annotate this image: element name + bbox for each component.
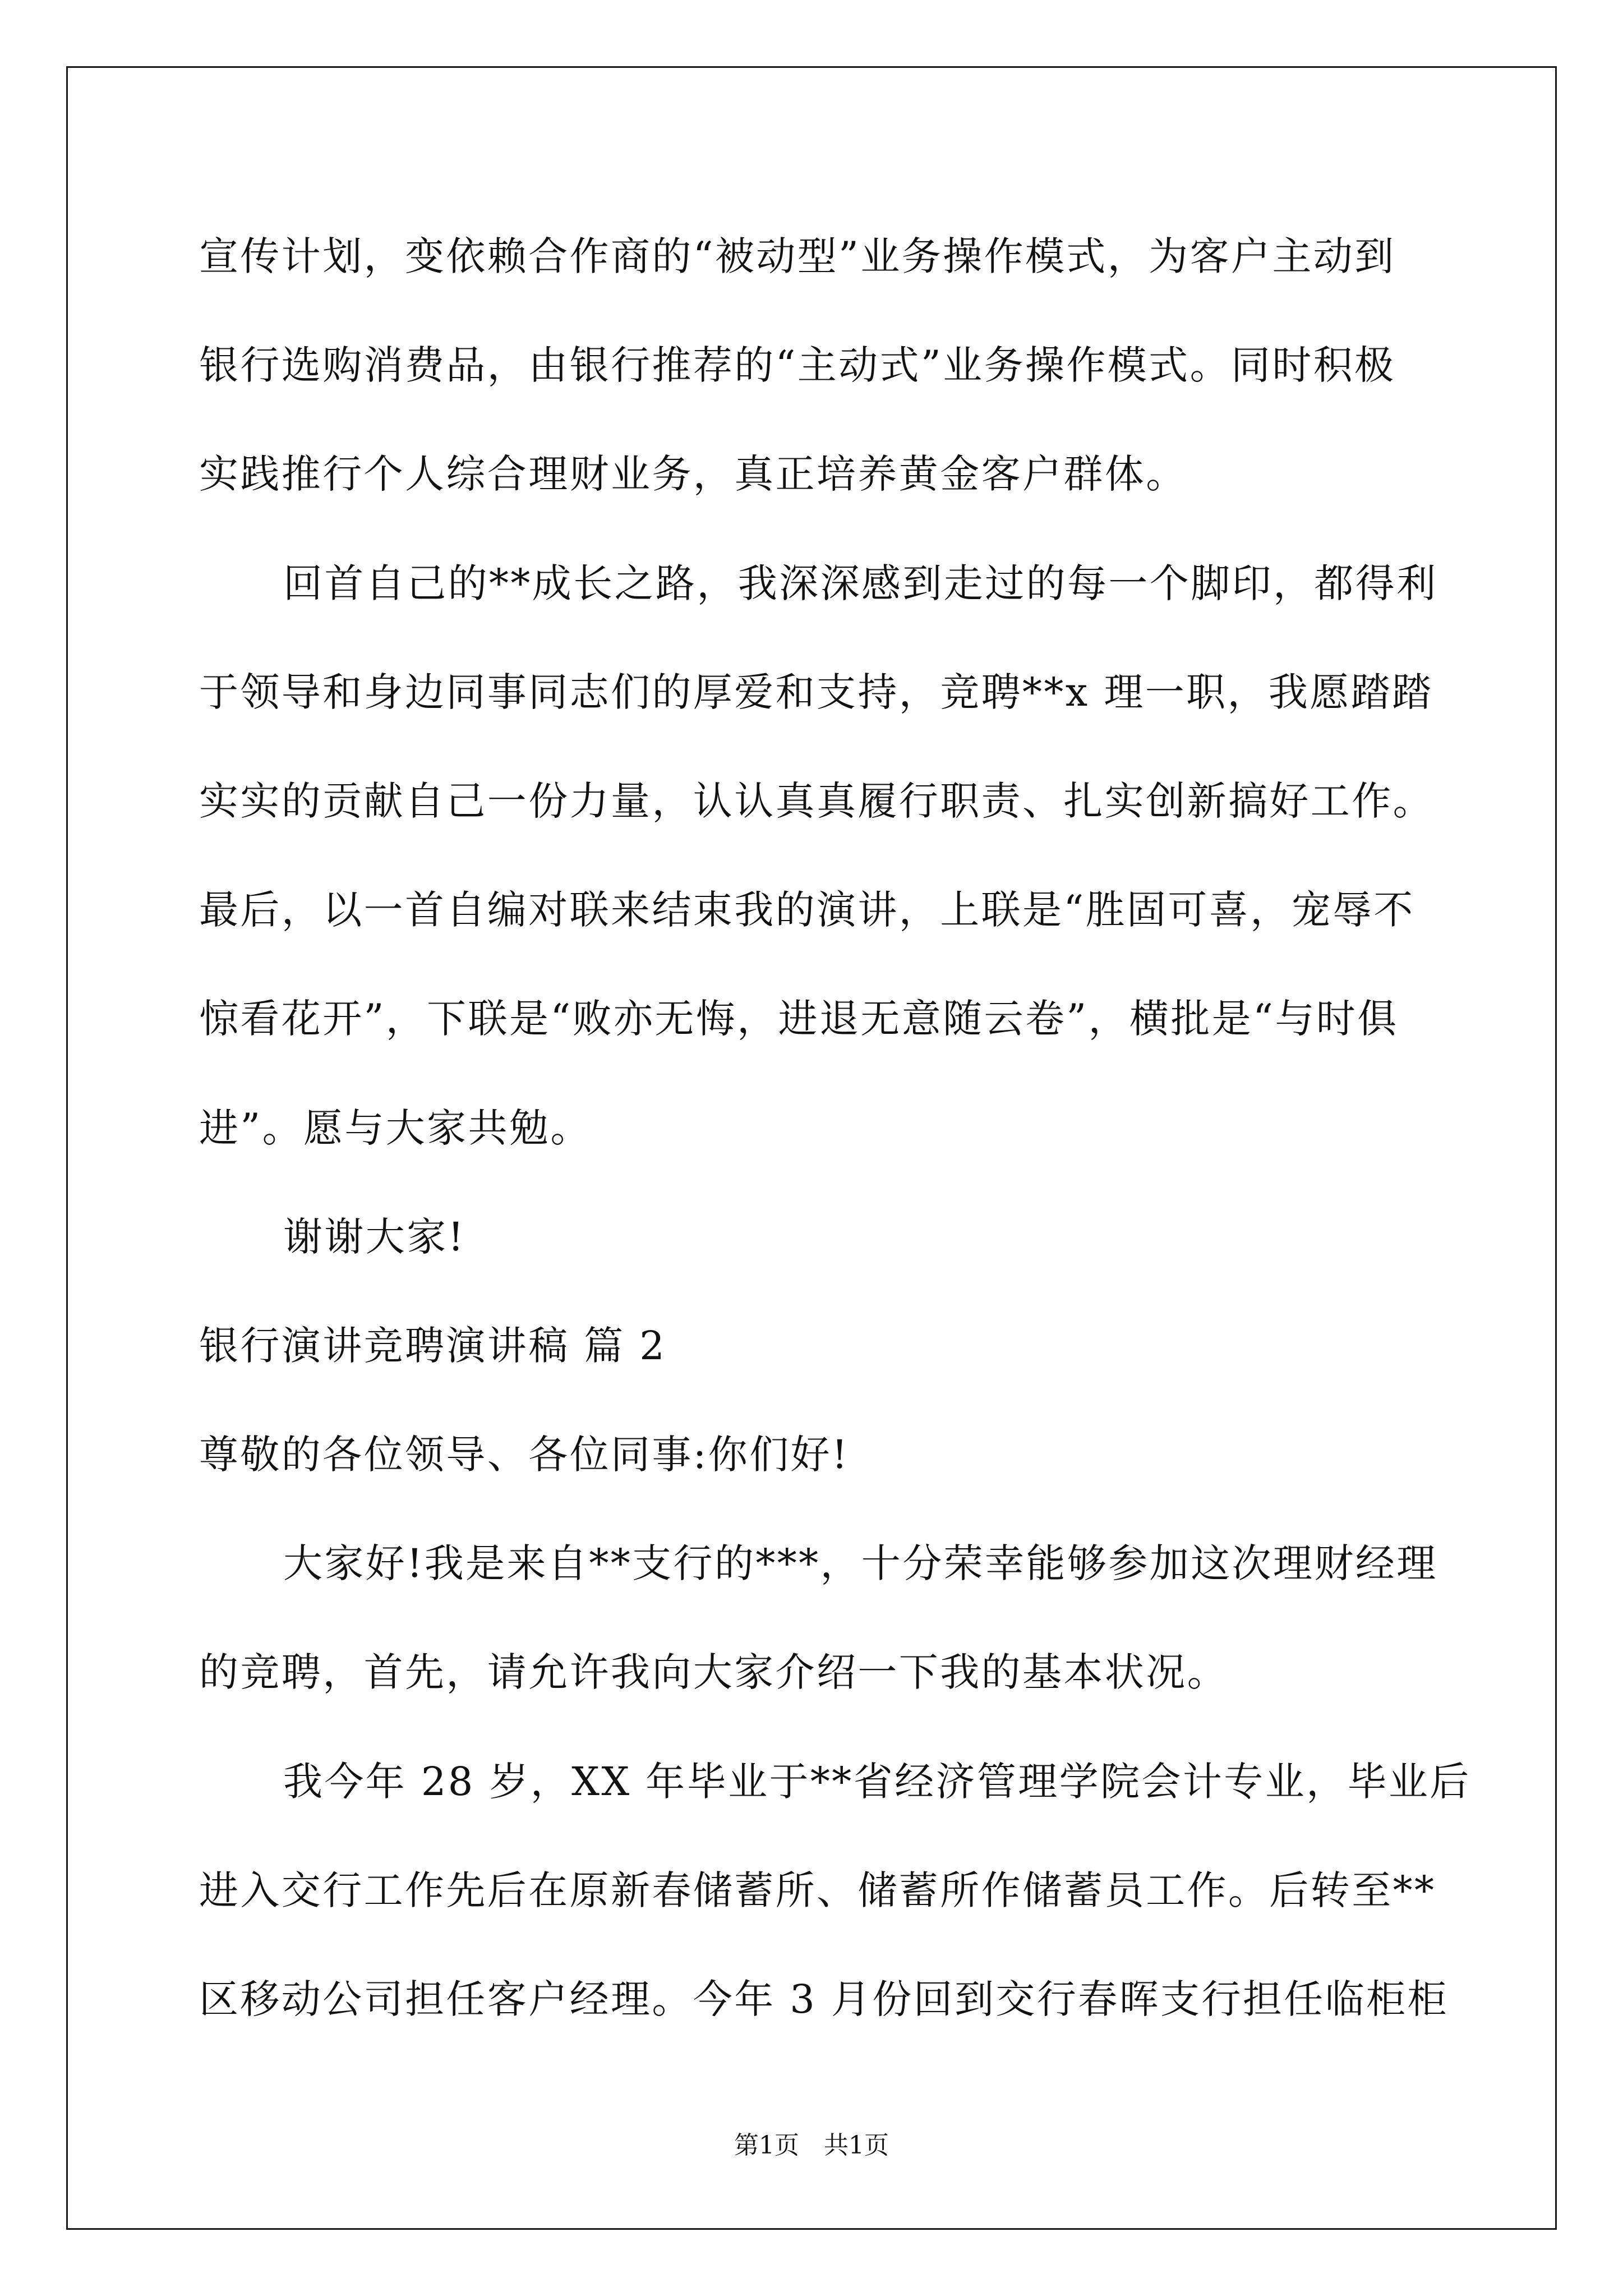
paragraph-start-line: 大家好!我是来自**支行的***，十分荣幸能够参加这次理财经理 [283, 1540, 1438, 1587]
text-line: 的竞聘，首先，请允许我向大家介绍一下我的基本状况。 [199, 1649, 1228, 1696]
paragraph-start-line: 我今年 28 岁，XX 年毕业于**省经济管理学院会计专业，毕业后 [283, 1758, 1471, 1805]
section-heading: 银行演讲竞聘演讲稿 篇 2 [199, 1322, 667, 1369]
text-line: 惊看花开”，下联是“败亦无悔，进退无意随云卷”，横批是“与时俱 [199, 996, 1399, 1042]
page-footer: 第1页 共1页 [734, 2131, 889, 2160]
salutation: 尊敬的各位领导、各位同事:你们好! [199, 1432, 850, 1478]
text-line: 实实的贡献自己一份力量，认认真真履行职责、扎实创新搞好工作。 [199, 777, 1434, 824]
text-line: 进”。愿与大家共勉。 [199, 1105, 592, 1151]
paragraph-start-line: 回首自己的**成长之路，我深深感到走过的每一个脚印，都得利 [283, 560, 1438, 606]
text-line: 于领导和身边同事同志们的厚爱和支持，竞聘**x 理一职，我愿踏踏 [199, 669, 1433, 715]
text-line: 最后，以一首自编对联来结束我的演讲，上联是“胜固可喜，宠辱不 [199, 887, 1415, 933]
text-line: 区移动公司担任客户经理。今年 3 月份回到交行春晖支行担任临柜柜 [199, 1976, 1449, 2022]
document-body [199, 202, 1471, 2054]
text-line: 宣传计划，变依赖合作商的“被动型”业务操作模式，为客户主动到 [199, 233, 1396, 279]
text-line: 进入交行工作先后在原新春储蓄所、储蓄所作储蓄员工作。后转至** [199, 1867, 1436, 1913]
text-line: 银行选购消费品，由银行推荐的“主动式”业务操作模式。同时积极 [199, 342, 1396, 389]
closing-thanks: 谢谢大家! [283, 1213, 466, 1260]
text-line: 实践推行个人综合理财业务，真正培养黄金客户群体。 [199, 451, 1187, 498]
